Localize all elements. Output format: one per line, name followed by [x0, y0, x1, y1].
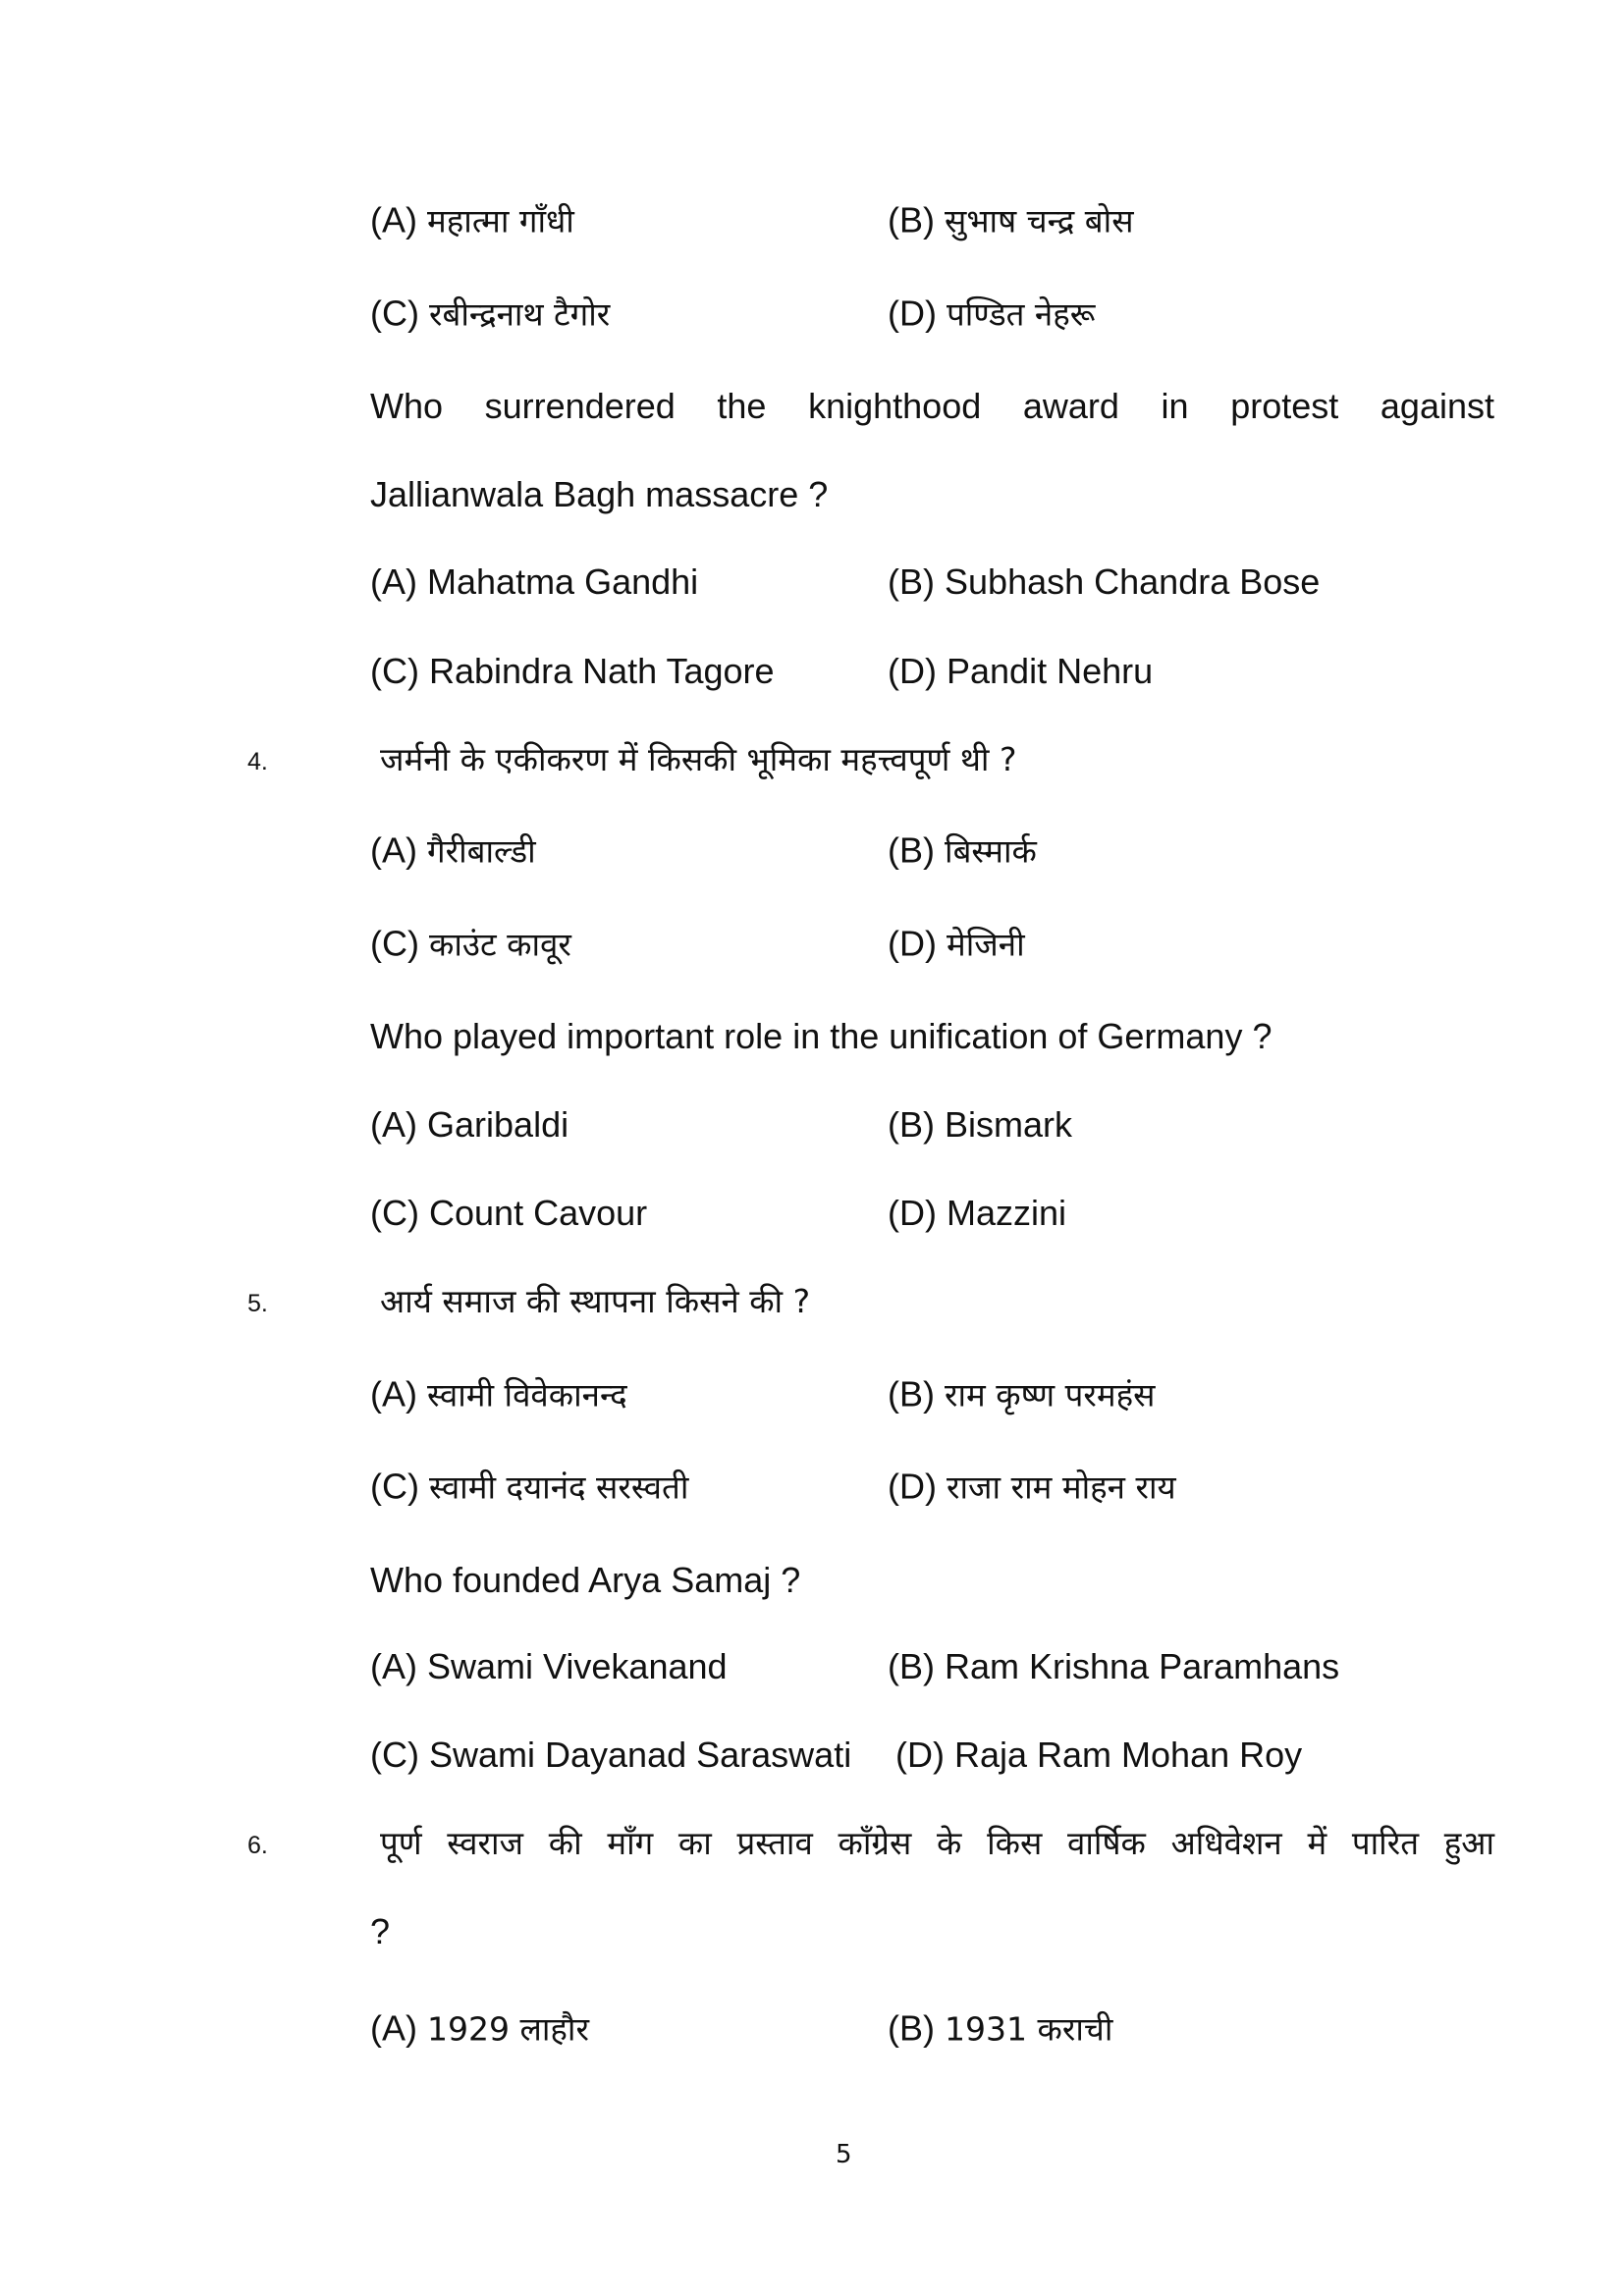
- q5-english-option-d: [895, 1734, 1302, 1777]
- q5-english-option-b: [888, 1645, 1339, 1688]
- option-label: (B): [888, 1373, 935, 1415]
- q5-hindi-option-a: [370, 1373, 627, 1417]
- option-text: Ram Krishna Paramhans: [945, 1646, 1340, 1686]
- q3-hindi-option-c: [370, 293, 610, 337]
- option-text: बिस्मार्क: [945, 831, 1037, 871]
- q4-english-option-a: [370, 1103, 568, 1147]
- option-text: Mahatma Gandhi: [427, 561, 699, 602]
- q4-hindi-question: जर्मनी के एकीकरण में किसकी भूमिका महत्त्वपूर्ण थी ?: [380, 740, 1017, 778]
- option-label: (A): [370, 1104, 417, 1145]
- q3-english-option-d: [888, 650, 1153, 693]
- option-text: Rabindra Nath Tagore: [429, 651, 775, 691]
- option-text: पण्डित नेहरू: [947, 294, 1096, 334]
- q5-english-option-c: [370, 1734, 851, 1777]
- option-label: (C): [370, 1735, 419, 1775]
- option-text: मेजिनी: [947, 925, 1025, 964]
- q3-hindi-option-b: [888, 199, 1134, 243]
- q5-hindi-option-b: [888, 1373, 1155, 1417]
- q4-hindi-option-b: [888, 829, 1037, 874]
- option-label: (C): [370, 1193, 419, 1233]
- option-label: (A): [370, 2007, 417, 2049]
- option-text: 1931 कराची: [945, 2009, 1113, 2049]
- option-text: स्वामी दयानंद सरस्वती: [429, 1468, 689, 1507]
- q4-english-option-d: [888, 1192, 1066, 1235]
- option-text: राम कृष्ण परमहंस: [945, 1375, 1156, 1415]
- option-label: (D): [888, 923, 937, 964]
- option-label: (D): [888, 1193, 937, 1233]
- option-label: (C): [370, 1466, 419, 1507]
- question-number-6: 6.: [247, 1832, 268, 1859]
- q3-hindi-option-d: [888, 293, 1095, 337]
- q6-hindi-question-line2: ?: [370, 1911, 391, 1951]
- question-number-4: 4.: [247, 748, 268, 775]
- q4-hindi-option-d: [888, 923, 1025, 967]
- option-text: महात्मा गाँधी: [427, 201, 574, 240]
- option-text: Swami Vivekanand: [427, 1646, 728, 1686]
- option-text: स्वामी विवेकानन्द: [427, 1375, 627, 1415]
- option-label: (D): [895, 1735, 945, 1775]
- q6-hindi-option-a: [370, 2007, 589, 2052]
- option-text: Swami Dayanad Saraswati: [429, 1735, 852, 1775]
- option-text: Subhash Chandra Bose: [945, 561, 1321, 602]
- option-text: सुभाष चन्द्र बोस: [945, 201, 1134, 240]
- q6-hindi-question-line1: पूर्ण स्वराज की माँग का प्रस्ताव काँग्रेस के किस वार्षिक अधिवेशन में पारित हुआ: [380, 1824, 1494, 1862]
- option-label: (A): [370, 199, 417, 240]
- option-text: 1929 लाहौर: [427, 2009, 589, 2049]
- option-label: (A): [370, 1646, 417, 1686]
- option-label: (A): [370, 561, 417, 602]
- q3-english-option-c: [370, 650, 775, 693]
- option-label: (B): [888, 1104, 935, 1145]
- q4-hindi-option-a: [370, 829, 536, 874]
- option-label: (C): [370, 651, 419, 691]
- q5-english-option-a: [370, 1645, 728, 1688]
- option-label: (A): [370, 1373, 417, 1415]
- option-label: (D): [888, 293, 937, 334]
- option-label: (B): [888, 2007, 935, 2049]
- q5-hindi-option-c: [370, 1466, 688, 1510]
- option-text: Count Cavour: [429, 1193, 648, 1233]
- q3-hindi-option-a: [370, 199, 574, 243]
- option-text: Bismark: [945, 1104, 1073, 1145]
- option-label: (A): [370, 829, 417, 871]
- q5-hindi-option-d: [888, 1466, 1176, 1510]
- option-label: (D): [888, 1466, 937, 1507]
- option-label: (B): [888, 829, 935, 871]
- q5-english-question: Who founded Arya Samaj ?: [370, 1560, 801, 1600]
- q3-english-option-a: [370, 561, 698, 604]
- option-label: (C): [370, 923, 419, 964]
- q4-english-question: Who played important role in the unification of Germany ?: [370, 1016, 1272, 1056]
- question-number-5: 5.: [247, 1290, 268, 1317]
- option-text: गैरीबाल्डी: [427, 831, 536, 871]
- q5-hindi-question: आर्य समाज की स्थापना किसने की ?: [380, 1282, 811, 1320]
- option-label: (C): [370, 293, 419, 334]
- option-label: (B): [888, 561, 935, 602]
- option-text: रबीन्द्रनाथ टैगोर: [429, 294, 611, 334]
- option-text: Mazzini: [947, 1193, 1067, 1233]
- option-label: (B): [888, 199, 935, 240]
- option-text: Pandit Nehru: [947, 651, 1154, 691]
- q3-english-option-b: [888, 561, 1320, 604]
- option-text: काउंट कावूर: [429, 925, 571, 964]
- q3-english-question-line1: Who surrendered the knighthood award in protest against: [370, 386, 1494, 426]
- q3-english-question-line2: Jallianwala Bagh massacre ?: [370, 474, 829, 514]
- option-text: Raja Ram Mohan Roy: [954, 1735, 1303, 1775]
- q4-english-option-c: [370, 1192, 647, 1235]
- option-text: Garibaldi: [427, 1104, 569, 1145]
- option-text: राजा राम मोहन राय: [947, 1468, 1176, 1507]
- option-label: (D): [888, 651, 937, 691]
- page-number: 5: [836, 2140, 852, 2169]
- option-label: (B): [888, 1646, 935, 1686]
- q6-hindi-option-b: [888, 2007, 1112, 2052]
- q4-english-option-b: [888, 1103, 1072, 1147]
- q4-hindi-option-c: [370, 923, 571, 967]
